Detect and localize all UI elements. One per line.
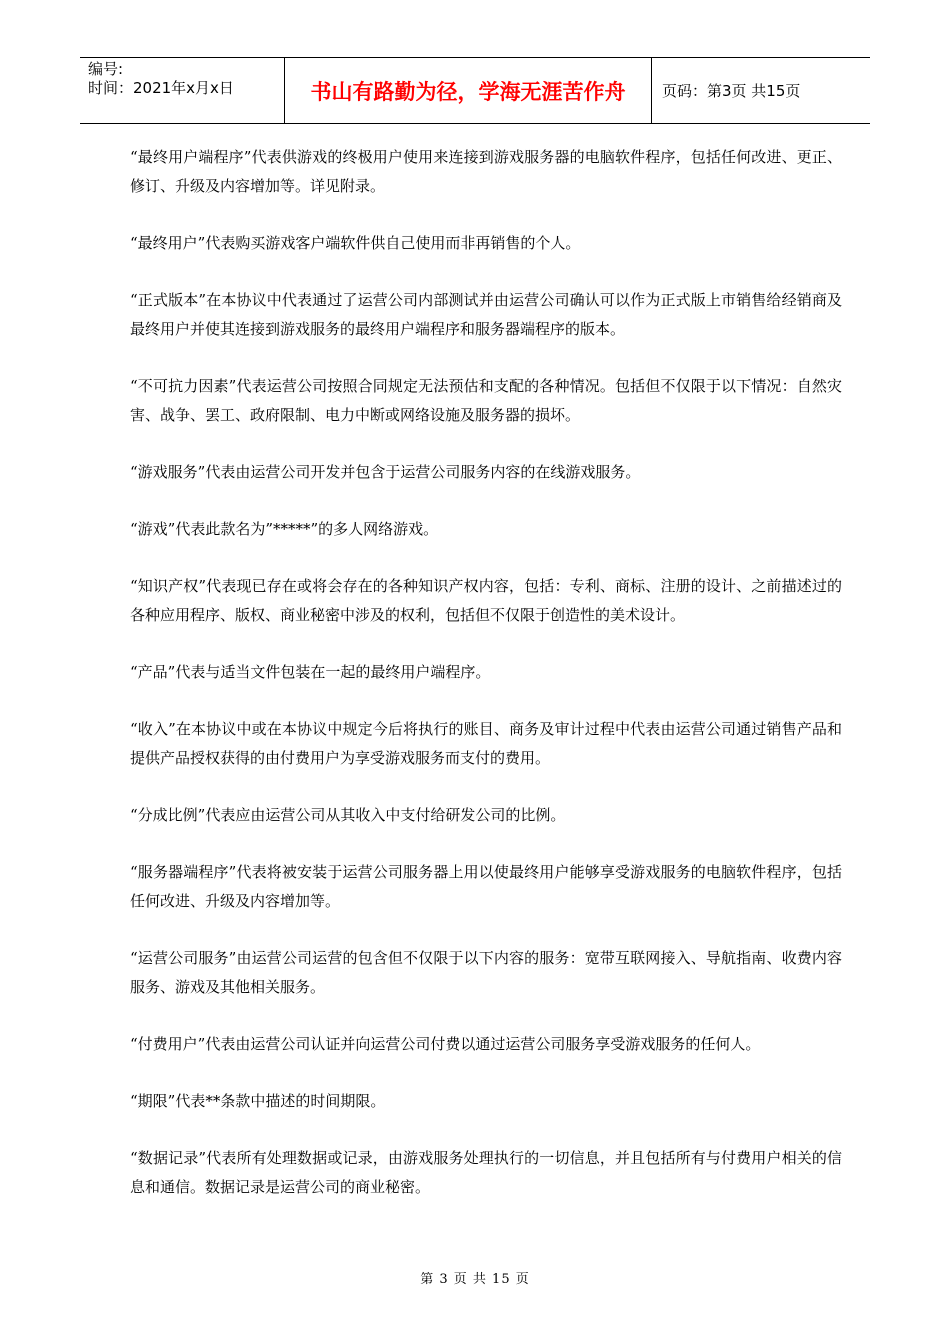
paragraph: “分成比例”代表应由运营公司从其收入中支付给研发公司的比例。 — [130, 806, 566, 824]
paragraph: “期限”代表**条款中描述的时间期限。 — [130, 1092, 386, 1110]
document-date: 时间：2021年x月x日 — [88, 79, 234, 97]
paragraph: “最终用户端程序”代表供游戏的终极用户使用来连接到游戏服务器的电脑软件程序，包括任何改进、更正、修订、升级及内容增加等。详见附录。 — [130, 148, 842, 195]
header-page-info: 页码：第3页 共15页 — [662, 82, 801, 100]
paragraph: “服务器端程序”代表将被安装于运营公司服务器上用以使最终用户能够享受游戏服务的电脑软件程序，包括任何改进、升级及内容增加等。 — [130, 863, 842, 910]
paragraph: “付费用户”代表由运营公司认证并向运营公司付费以通过运营公司服务享受游戏服务的任何人。 — [130, 1035, 761, 1053]
paragraph: “游戏服务”代表由运营公司开发并包含于运营公司服务内容的在线游戏服务。 — [130, 463, 641, 481]
header-motto: 书山有路勤为径，学海无涯苦作舟 — [284, 58, 652, 123]
header-meta — [80, 58, 284, 123]
page-header — [80, 57, 870, 124]
paragraph: “运营公司服务”由运营公司运营的包含但不仅限于以下内容的服务：宽带互联网接入、导航指南、收费内容服务、游戏及其他相关服务。 — [130, 949, 842, 996]
paragraph: “正式版本”在本协议中代表通过了运营公司内部测试并由运营公司确认可以作为正式版上市销售给经销商及最终用户并使其连接到游戏服务的最终用户端程序和服务器端程序的版本。 — [130, 291, 842, 338]
document-body — [130, 143, 842, 1230]
paragraph: “最终用户”代表购买游戏客户端软件供自己使用而非再销售的个人。 — [130, 234, 581, 252]
paragraph: “不可抗力因素”代表运营公司按照合同规定无法预估和支配的各种情况。包括但不仅限于以下情况：自然灾害、战争、罢工、政府限制、电力中断或网络设施及服务器的损坏。 — [130, 377, 842, 424]
paragraph: “数据记录”代表所有处理数据或记录，由游戏服务处理执行的一切信息，并且包括所有与付费用户相关的信息和通信。数据记录是运营公司的商业秘密。 — [130, 1149, 842, 1196]
paragraph: “产品”代表与适当文件包装在一起的最终用户端程序。 — [130, 663, 491, 681]
paragraph: “游戏”代表此款名为”*****”的多人网络游戏。 — [130, 520, 439, 538]
paragraph: “知识产权”代表现已存在或将会存在的各种知识产权内容，包括：专利、商标、注册的设计、之前描述过的各种应用程序、版权、商业秘密中涉及的权利，包括但不仅限于创造性的美术设计。 — [130, 577, 842, 624]
document-number-label: 编号: — [88, 60, 124, 78]
paragraph: “收入”在本协议中或在本协议中规定今后将执行的账目、商务及审计过程中代表由运营公司通过销售产品和提供产品授权获得的由付费用户为享受游戏服务而支付的费用。 — [130, 720, 842, 767]
page-footer: 第 3 页 共 15 页 — [420, 1272, 530, 1287]
